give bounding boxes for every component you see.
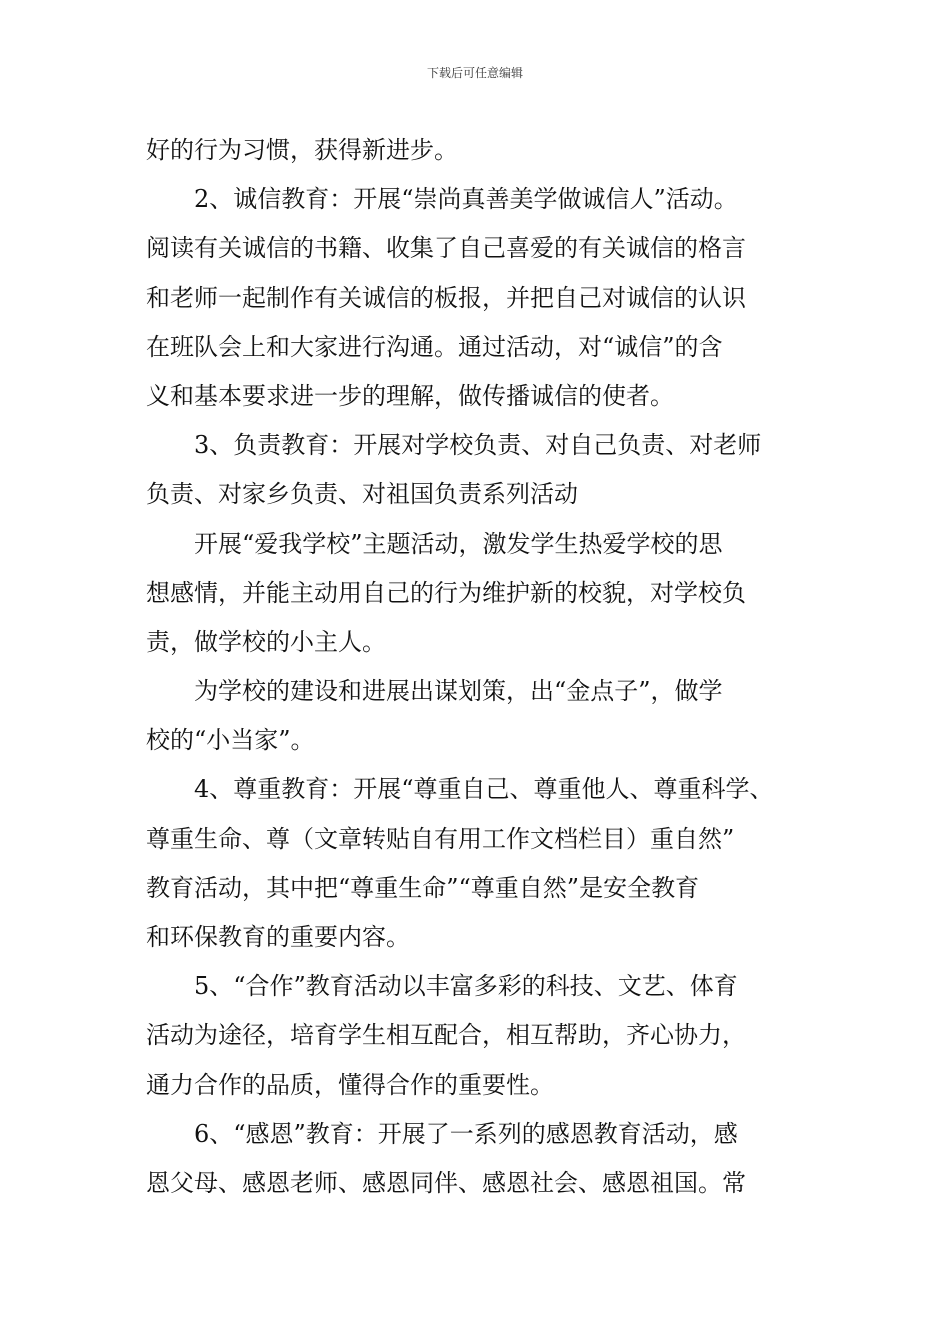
- text-line: 活动为途径，培育学生相互配合，相互帮助，齐心协力，: [146, 1021, 746, 1050]
- text-line: 义和基本要求进一步的理解，做传播诚信的使者。: [146, 381, 674, 410]
- document-body: [146, 126, 816, 1208]
- text-line: 3、负责教育：开展对学校负责、对自己负责、对老师: [194, 431, 762, 460]
- text-line: 4、尊重教育：开展“尊重自己、尊重他人、尊重科学、: [194, 775, 774, 804]
- text-line: 通力合作的品质，懂得合作的重要性。: [146, 1070, 554, 1099]
- text-line: 校的“小当家”。: [146, 726, 315, 755]
- text-line: 开展“爱我学校”主题活动，激发学生热爱学校的思: [194, 529, 723, 558]
- text-line: 为学校的建设和进展出谋划策，出“金点子”，做学: [194, 677, 723, 706]
- text-line: 尊重生命、尊（文章转贴自有用工作文档栏目）重自然”: [146, 824, 735, 853]
- text-line: 5、“合作”教育活动以丰富多彩的科技、文艺、体育: [194, 972, 738, 1001]
- text-line: 6、“感恩”教育：开展了一系列的感恩教育活动，感: [194, 1119, 738, 1148]
- text-line: 好的行为习惯，获得新进步。: [146, 136, 458, 164]
- text-line: 负责、对家乡负责、对祖国负责系列活动: [146, 480, 578, 509]
- text-line: 想感情，并能主动用自己的行为维护新的校貌，对学校负: [146, 578, 746, 607]
- text-line: 和环保教育的重要内容。: [146, 923, 410, 951]
- text-line: 在班队会上和大家进行沟通。通过活动，对“诚信”的含: [146, 332, 723, 361]
- page-header: 下载后可任意编辑: [426, 66, 523, 80]
- text-line: 恩父母、感恩老师、感恩同伴、感恩社会、感恩祖国。常: [146, 1168, 746, 1197]
- text-line: 责，做学校的小主人。: [146, 627, 386, 656]
- text-line: 和老师一起制作有关诚信的板报，并把自己对诚信的认识: [146, 283, 746, 312]
- text-line: 教育活动，其中把“尊重生命”“尊重自然”是安全教育: [146, 873, 700, 902]
- text-line: 阅读有关诚信的书籍、收集了自己喜爱的有关诚信的格言: [146, 234, 746, 263]
- text-line: 2、诚信教育：开展“崇尚真善美学做诚信人”活动。: [194, 185, 738, 214]
